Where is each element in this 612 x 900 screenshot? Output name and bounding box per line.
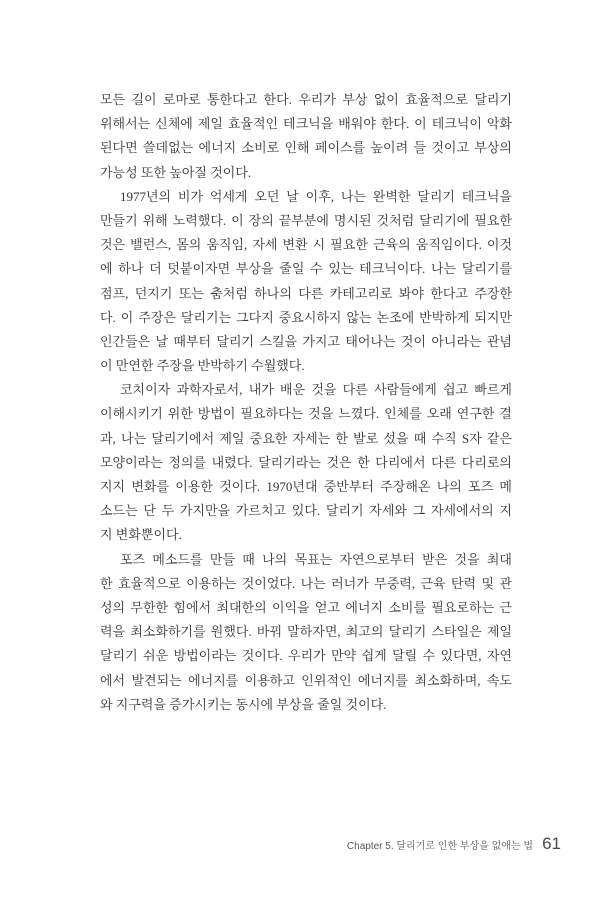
text-line: 이해시키기 위한 방법이 필요하다는 것을 느꼈다. 인체를 오래 연구한 결: [100, 406, 512, 422]
text-line: 것은 밸런스, 몸의 움직임, 자세 변환 시 필요한 근육의 움직임이다. 이것: [100, 237, 512, 253]
text-line: 1977년의 비가 억세게 오던 날 이후, 나는 완벽한 달리기 테크닉을: [120, 188, 512, 204]
text-line: 지지 변화를 이용한 것이다. 1970년대 중반부터 주장해온 나의 포즈 메: [100, 479, 512, 494]
text-line: 성의 무한한 힘에서 최대한의 이익을 얻고 에너지 소비를 필요로하는 근: [100, 599, 512, 615]
paragraph: [100, 378, 512, 547]
text-line: 만들기 위해 노력했다. 이 장의 끝부분에 명시된 것처럼 달리기에 필요한: [100, 212, 512, 228]
text-line: 다. 이 주장은 달리기는 그다지 중요시하지 않는 논조에 반박하게 되지만: [100, 309, 512, 325]
text-line: 력을 최소화하기를 원했다. 바꿔 말하자면, 최고의 달리기 스타일은 제일: [100, 624, 512, 640]
chapter-title: Chapter 5. 달리기로 인한 부상을 없애는 법: [346, 841, 534, 852]
text-line: 에서 발견되는 에너지를 이용하고 인위적인 에너지를 최소화하며, 속도: [100, 672, 512, 688]
text-line: 가능성 또한 높아질 것이다.: [100, 164, 252, 180]
text-line: 에 하나 더 덧붙이자면 부상을 줄일 수 있는 테크닉이다. 나는 달리기를: [100, 261, 512, 277]
body-text: [100, 88, 512, 717]
text-line: 지 변화뿐이다.: [100, 527, 182, 543]
text-line: 포즈 메소드를 만들 때 나의 목표는 자연으로부터 받은 것을 최대: [120, 551, 512, 567]
text-line: 이 만연한 주장을 반박하기 수월했다.: [100, 358, 305, 374]
page-footer: [347, 834, 561, 854]
paragraph: [100, 548, 512, 717]
text-line: 달리기 쉬운 방법이라는 것이다. 우리가 만약 쉽게 달릴 수 있다면, 자연: [100, 648, 512, 664]
text-line: 과, 나는 달리기에서 제일 중요한 자세는 한 발로 섰을 때 수직 S자 같은: [100, 430, 512, 446]
text-line: 소드는 단 두 가지만을 가르치고 있다. 달리기 자세와 그 자세에서의 지: [100, 503, 512, 519]
text-line: 점프, 던지기 또는 춤처럼 하나의 다른 카테고리로 봐야 한다고 주장한: [100, 285, 512, 301]
text-line: 코치이자 과학자로서, 내가 배운 것을 다른 사람들에게 쉽고 빠르게: [120, 382, 512, 398]
text-line: 인간들은 날 때부터 달리기 스킬을 가지고 태어나는 것이 아니라는 관념: [100, 333, 512, 349]
text-line: 와 지구력을 증가시키는 동시에 부상을 줄일 것이다.: [100, 696, 387, 712]
page-number: 61: [542, 834, 561, 853]
paragraph: [100, 185, 512, 379]
text-line: 된다면 쓸데없는 에너지 소비로 인해 페이스를 높이려 들 것이고 부상의: [100, 140, 512, 156]
text-line: 위해서는 신체에 제일 효율적인 테크닉을 배워야 한다. 이 테크닉이 악화: [100, 116, 512, 132]
text-line: 한 효율적으로 이용하는 것이었다. 나는 러너가 무중력, 근육 탄력 및 관: [100, 575, 512, 591]
text-line: 모양이라는 정의를 내렸다. 달리기라는 것은 한 다리에서 다른 다리로의: [100, 454, 512, 470]
text-line: 모든 길이 로마로 통한다고 한다. 우리가 부상 없이 효율적으로 달리기: [100, 92, 512, 107]
paragraph: [100, 88, 512, 185]
